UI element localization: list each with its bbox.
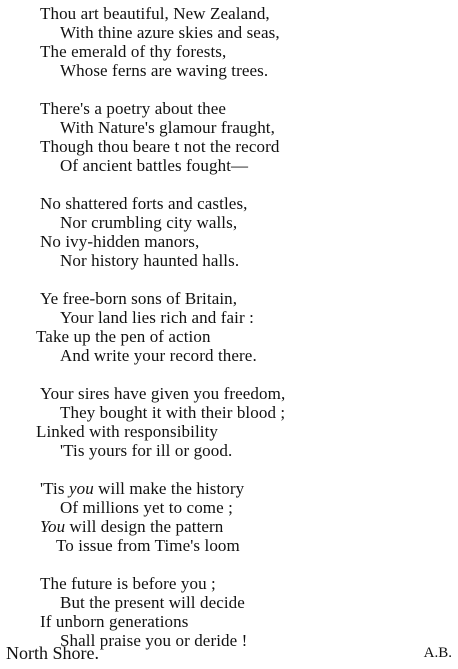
line-text: To issue from Time's loom [56, 536, 240, 555]
poem [0, 4, 458, 669]
stanza-1 [0, 4, 458, 80]
poem-line: With thine azure skies and seas, [60, 23, 280, 42]
poem-line: Of ancient battles fought— [60, 156, 249, 175]
emphasis-text: You [40, 517, 66, 536]
poem-line: Nor history haunted halls. [60, 251, 240, 270]
footer [0, 642, 458, 664]
stanza-7 [0, 574, 458, 650]
poem-line: But the present will decide [60, 593, 245, 612]
stanza-2 [0, 99, 458, 175]
stanza-6 [0, 479, 458, 555]
line-text: will make the history [93, 479, 245, 498]
line-text: Of millions yet to come ; [60, 498, 233, 517]
stanza-5 [0, 384, 458, 460]
poem-line: If unborn generations [40, 612, 189, 631]
poem-line: The future is before you ; [40, 574, 216, 593]
line-text: 'Tis [40, 479, 69, 498]
poem-line: Your sires have given you freedom, [40, 384, 286, 403]
poem-line: Shall praise you or deride ! [60, 631, 248, 650]
author-initials: A.B. [423, 645, 452, 661]
poem-line: The emerald of thy forests, [40, 42, 227, 61]
poem-line: They bought it with their blood ; [60, 403, 286, 422]
poem-line: No shattered forts and castles, [40, 194, 248, 213]
poem-line: Nor crumbling city walls, [60, 213, 238, 232]
emphasis-text: you [68, 479, 94, 498]
poem-line: Thou art beautiful, New Zealand, [40, 4, 270, 23]
poem-line [0, 498, 458, 517]
poem-line [0, 536, 458, 555]
poem-line: Take up the pen of action [36, 327, 211, 346]
place-name: North Shore. [6, 643, 99, 663]
stanza-3 [0, 194, 458, 270]
poem-line: 'Tis yours for ill or good. [60, 441, 233, 460]
poem-line: Linked with responsibility [36, 422, 219, 441]
poem-line [0, 479, 458, 498]
poem-line: With Nature's glamour fraught, [60, 118, 275, 137]
poem-line: No ivy-hidden manors, [40, 232, 200, 251]
poem-line: There's a poetry about thee [40, 99, 227, 118]
line-text: will design the pattern [65, 517, 224, 536]
poem-line: Though thou beare t not the record [40, 137, 280, 156]
poem-line: And write your record there. [60, 346, 257, 365]
stanza-4 [0, 289, 458, 365]
poem-line [0, 517, 458, 536]
poem-line: Whose ferns are waving trees. [60, 61, 269, 80]
poem-line: Ye free-born sons of Britain, [40, 289, 238, 308]
poem-line: Your land lies rich and fair : [60, 308, 254, 327]
